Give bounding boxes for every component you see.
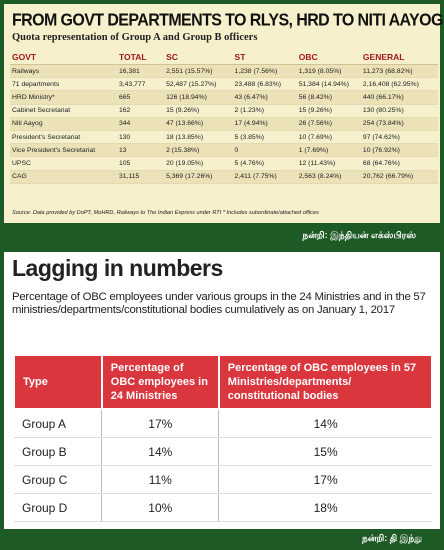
cell-obc: 1,319 (8.05%) <box>297 65 361 78</box>
table-row <box>14 438 432 466</box>
cell-sc: 52,487 (15.27%) <box>164 78 232 91</box>
cell-type: Group C <box>14 466 102 494</box>
col-sc: SC <box>164 50 232 65</box>
table-row <box>10 170 438 183</box>
cell-obc: 56 (8.42%) <box>297 91 361 104</box>
table-row <box>10 144 438 157</box>
col-57-ministries: Percentage of OBC employees in 57 Ministries/departments/ constitutional bodies <box>219 355 432 409</box>
cell-sc: 15 (9.26%) <box>164 104 232 117</box>
cell-general: 97 (74.62%) <box>361 130 438 143</box>
cell-general: 2,16,408 (62.95%) <box>361 78 438 91</box>
cell-total: 31,115 <box>117 170 164 183</box>
quota-representation-panel <box>4 4 443 223</box>
cell-govt: UPSC <box>10 157 117 170</box>
cell-obc: 12 (11.43%) <box>297 157 361 170</box>
credit-indian-express: நன்றி: இந்தியன் எக்ஸ்பிரஸ் <box>302 230 416 240</box>
table-row <box>10 157 438 170</box>
cell-st: 1,238 (7.56%) <box>233 65 297 78</box>
cell-24: 17% <box>102 409 219 438</box>
table-row <box>10 91 438 104</box>
cell-sc: 2,551 (15.57%) <box>164 65 232 78</box>
table-row <box>10 78 438 91</box>
cell-st: 2 (1.23%) <box>233 104 297 117</box>
quota-table-header <box>10 50 438 65</box>
table-row <box>10 104 438 117</box>
panel1-title: FROM GOVT DEPARTMENTS TO RLYS, HRD TO NITI AAYOG <box>12 11 443 30</box>
cell-sc: 47 (13.66%) <box>164 117 232 130</box>
col-24-ministries: Percentage of OBC employees in 24 Ministries <box>102 355 219 409</box>
cell-general: 254 (73.84%) <box>361 117 438 130</box>
cell-24: 10% <box>102 494 219 522</box>
cell-govt: President's Secretariat <box>10 130 117 143</box>
panel2-title: Lagging in numbers <box>12 255 223 281</box>
cell-total: 162 <box>117 104 164 117</box>
cell-st: 5 (3.85%) <box>233 130 297 143</box>
table-row <box>10 65 438 78</box>
cell-st: 43 (6.47%) <box>233 91 297 104</box>
cell-57: 18% <box>219 494 432 522</box>
cell-obc: 51,384 (14.94%) <box>297 78 361 91</box>
cell-sc: 18 (13.85%) <box>164 130 232 143</box>
cell-obc: 1 (7.69%) <box>297 144 361 157</box>
cell-24: 11% <box>102 466 219 494</box>
cell-57: 17% <box>219 466 432 494</box>
cell-obc: 15 (9.26%) <box>297 104 361 117</box>
obc-percentage-table <box>13 354 433 522</box>
credit-the-hindu: நன்றி: தி இந்து <box>362 533 422 543</box>
cell-obc: 10 (7.69%) <box>297 130 361 143</box>
cell-sc: 126 (18.94%) <box>164 91 232 104</box>
cell-govt: HRD Ministry* <box>10 91 117 104</box>
lagging-numbers-panel <box>4 252 440 529</box>
source-note: Source: Data provided by DoPT, MoHRD, Railways to The Indian Express under RTI * Includes subordinate/attached offices <box>12 210 319 216</box>
cell-type: Group D <box>14 494 102 522</box>
col-general: GENERAL <box>361 50 438 65</box>
cell-sc: 20 (19.05%) <box>164 157 232 170</box>
col-obc: OBC <box>297 50 361 65</box>
cell-total: 16,381 <box>117 65 164 78</box>
panel2-description: Percentage of OBC employees under various groups in the 24 Ministries and in the 57 ministries/departments/constitutional bodies cumulatively as on January 1, 2017 <box>12 291 426 317</box>
cell-total: 130 <box>117 130 164 143</box>
cell-general: 440 (66.17%) <box>361 91 438 104</box>
cell-st: 17 (4.94%) <box>233 117 297 130</box>
cell-general: 130 (80.25%) <box>361 104 438 117</box>
cell-total: 105 <box>117 157 164 170</box>
table-row <box>10 130 438 143</box>
cell-st: 0 <box>233 144 297 157</box>
cell-general: 11,273 (68.82%) <box>361 65 438 78</box>
quota-table <box>10 50 438 184</box>
cell-govt: Cabinet Secretariat <box>10 104 117 117</box>
table-row <box>14 494 432 522</box>
cell-govt: CAG <box>10 170 117 183</box>
col-govt: GOVT <box>10 50 117 65</box>
cell-57: 14% <box>219 409 432 438</box>
cell-st: 2,411 (7.75%) <box>233 170 297 183</box>
col-st: ST <box>233 50 297 65</box>
cell-type: Group A <box>14 409 102 438</box>
cell-govt: Vice President's Secretariat <box>10 144 117 157</box>
cell-24: 14% <box>102 438 219 466</box>
cell-total: 3,43,777 <box>117 78 164 91</box>
cell-sc: 5,369 (17.26%) <box>164 170 232 183</box>
cell-type: Group B <box>14 438 102 466</box>
cell-govt: Railways <box>10 65 117 78</box>
cell-obc: 2,563 (8.24%) <box>297 170 361 183</box>
panel1-subtitle: Quota representation of Group A and Group B officers <box>12 32 258 43</box>
col-total: TOTAL <box>117 50 164 65</box>
cell-general: 10 (76.92%) <box>361 144 438 157</box>
table-row <box>14 466 432 494</box>
col-type: Type <box>14 355 102 409</box>
cell-57: 15% <box>219 438 432 466</box>
cell-general: 20,762 (66.79%) <box>361 170 438 183</box>
obc-table-header <box>14 355 432 409</box>
cell-total: 665 <box>117 91 164 104</box>
cell-obc: 26 (7.56%) <box>297 117 361 130</box>
cell-general: 68 (64.76%) <box>361 157 438 170</box>
cell-total: 344 <box>117 117 164 130</box>
table-row <box>10 117 438 130</box>
cell-st: 5 (4.76%) <box>233 157 297 170</box>
cell-sc: 2 (15.38%) <box>164 144 232 157</box>
cell-govt: Niti Aayog <box>10 117 117 130</box>
table-row <box>14 409 432 438</box>
cell-govt: 71 departments <box>10 78 117 91</box>
cell-st: 23,488 (6.83%) <box>233 78 297 91</box>
cell-total: 13 <box>117 144 164 157</box>
